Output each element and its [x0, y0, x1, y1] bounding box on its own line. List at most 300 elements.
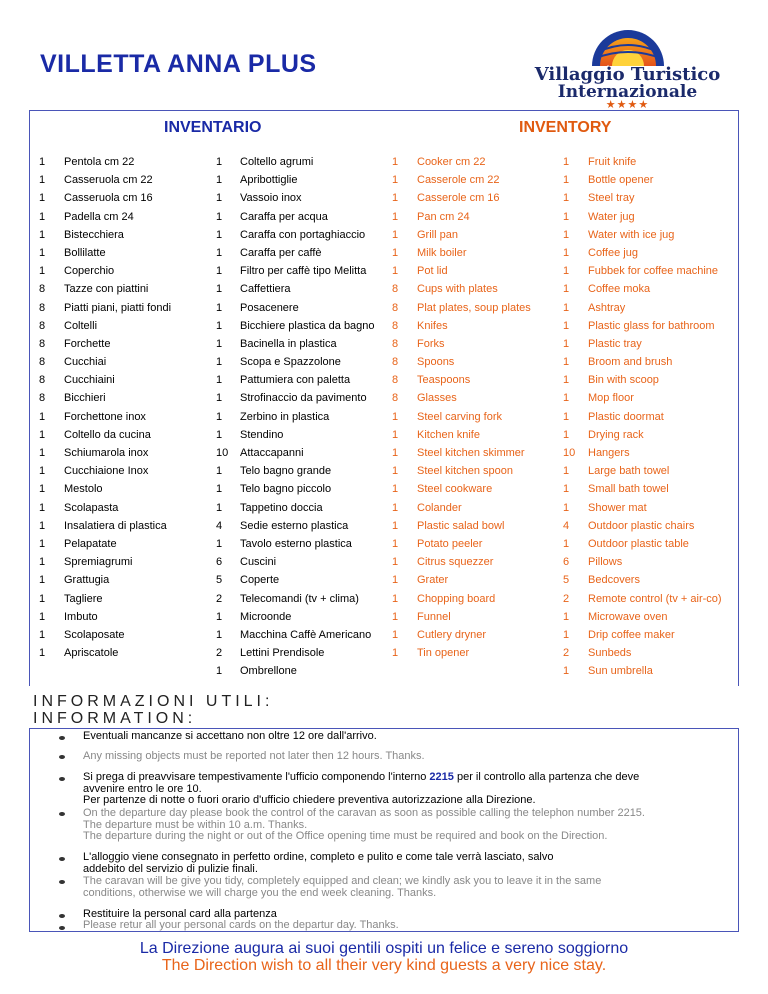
item-quantity: 1	[563, 319, 570, 332]
item-quantity: 8	[392, 283, 399, 296]
item-quantity: 1	[39, 228, 46, 241]
item-name: Pentola cm 22	[64, 156, 135, 168]
item-quantity: 4	[216, 519, 223, 532]
item-quantity: 1	[216, 610, 223, 623]
bullet-icon	[59, 880, 65, 884]
inventory-row	[216, 571, 391, 589]
info-p3-it	[83, 852, 554, 875]
inventory-row	[216, 353, 391, 371]
item-name: Cutlery dryner	[417, 628, 487, 641]
inventory-row	[392, 244, 557, 262]
item-name: Tagliere	[64, 592, 103, 605]
inventory-column-it-2	[216, 153, 391, 680]
item-quantity: 1	[216, 192, 223, 205]
item-name: Spoons	[417, 356, 455, 369]
item-quantity: 6	[216, 556, 223, 569]
inventory-column-en-1	[392, 153, 557, 662]
inventory-row	[216, 608, 391, 626]
item-quantity: 1	[392, 265, 399, 278]
item-quantity: 1	[563, 392, 570, 405]
item-quantity: 1	[392, 447, 399, 459]
item-name: Milk boiler	[417, 246, 467, 259]
inventory-row	[39, 208, 204, 226]
inventory-row	[392, 553, 557, 571]
item-quantity: 1	[216, 210, 223, 223]
inventory-row	[563, 462, 738, 480]
item-name: Microonde	[240, 610, 292, 623]
item-name: Strofinaccio da pavimento	[240, 392, 367, 405]
item-quantity: 4	[563, 519, 570, 532]
inventory-column-it-1	[39, 153, 204, 662]
item-name: Telo bagno grande	[240, 465, 332, 478]
item-name: Outdoor plastic chairs	[588, 519, 695, 532]
inventory-row	[563, 426, 738, 444]
item-name: Grater	[417, 574, 449, 587]
info-p2-en-b: The departure must be within 10 a.m. Thanks.	[83, 818, 308, 831]
item-name: Bollilatte	[64, 246, 106, 259]
item-name: Coffee moka	[588, 283, 651, 296]
item-name: Water jug	[588, 210, 635, 223]
item-name: Kitchen knife	[417, 428, 480, 441]
info-p2-en-a: On the departure day please book the control of the caravan as soon as possible calling the telephon number 2215.	[83, 807, 645, 819]
inventory-row	[563, 317, 738, 335]
item-quantity: 1	[563, 228, 570, 241]
item-name: Spremiagrumi	[64, 556, 133, 569]
item-quantity: 1	[563, 356, 570, 369]
item-quantity: 8	[39, 319, 46, 332]
inventory-row	[563, 208, 738, 226]
item-quantity: 2	[563, 592, 570, 605]
item-name: Bottle opener	[588, 174, 654, 187]
inventory-heading-it: INVENTARIO	[164, 119, 262, 136]
item-quantity: 8	[39, 392, 46, 405]
item-name: Plastic salad bowl	[417, 519, 505, 532]
item-name: Grattugia	[64, 574, 110, 587]
item-name: Broom and brush	[588, 356, 673, 369]
inventory-row	[39, 371, 204, 389]
item-quantity: 5	[216, 574, 223, 587]
item-name: Zerbino in plastica	[240, 410, 330, 423]
inventory-row	[216, 444, 391, 462]
inventory-row	[563, 353, 738, 371]
item-name: Apribottiglie	[240, 174, 298, 187]
item-quantity: 1	[392, 574, 399, 587]
inventory-row	[216, 426, 391, 444]
inventory-row	[216, 317, 391, 335]
info-p3-it-b: addebito del servizio di pulizie finali.	[83, 862, 258, 875]
item-name: Cucchiaini	[64, 374, 115, 387]
item-name: Pillows	[588, 556, 623, 569]
item-name: Macchina Caffè Americano	[240, 628, 372, 641]
item-name: Sunbeds	[588, 647, 632, 660]
info-p2-it	[83, 772, 639, 807]
item-name: Casserole cm 22	[417, 174, 500, 187]
item-quantity: 1	[39, 447, 46, 459]
item-name: Plastic doormat	[588, 410, 664, 423]
item-quantity: 8	[392, 392, 399, 405]
item-name: Insalatiera di plastica	[64, 519, 167, 532]
logo-line1: Villaggio Turistico	[534, 64, 721, 85]
inventory-row	[392, 608, 557, 626]
item-name: Glasses	[417, 392, 457, 405]
item-name: Outdoor plastic table	[588, 537, 689, 550]
info-p2-en	[83, 808, 645, 843]
item-quantity: 1	[216, 246, 223, 259]
item-quantity: 1	[216, 228, 223, 241]
inventory-row	[563, 189, 738, 207]
inventory-row	[392, 280, 557, 298]
item-name: Tavolo esterno plastica	[240, 537, 352, 550]
inventory-row	[563, 644, 738, 662]
item-name: Citrus squezzer	[417, 556, 494, 569]
inventory-row	[39, 389, 204, 407]
inventory-row	[39, 244, 204, 262]
logo-stars: ★★★★	[605, 99, 650, 111]
bullet-icon	[59, 755, 65, 759]
inventory-row	[563, 335, 738, 353]
inventory-row	[39, 262, 204, 280]
inventory-row	[216, 535, 391, 553]
item-name: Fubbek for coffee machine	[588, 265, 719, 278]
item-name: Piatti piani, piatti fondi	[64, 301, 172, 314]
item-quantity: 1	[563, 465, 570, 478]
inventory-row	[216, 389, 391, 407]
item-name: Steel kitchen skimmer	[417, 447, 525, 459]
item-quantity: 1	[563, 192, 570, 205]
inventory-row	[563, 444, 738, 462]
inventory-row	[392, 590, 557, 608]
inventory-row	[563, 571, 738, 589]
item-name: Small bath towel	[588, 483, 669, 496]
item-name: Large bath towel	[588, 465, 670, 478]
inventory-row	[392, 335, 557, 353]
info-p2-it-a: Si prega di preavvisare tempestivamente l'ufficio componendo l'interno	[83, 771, 430, 783]
item-quantity: 1	[392, 628, 399, 641]
inventory-row	[392, 189, 557, 207]
item-name: Shower mat	[588, 501, 647, 514]
info-p2-en-c: The departure during the night or out of the Office opening time must be required and book on the Direction.	[83, 830, 608, 842]
item-name: Caraffa per acqua	[240, 210, 328, 223]
item-name: Steel carving fork	[417, 410, 502, 423]
item-name: Caraffa con portaghiaccio	[240, 228, 366, 241]
bullet-icon	[59, 926, 65, 930]
item-quantity: 1	[216, 356, 223, 369]
item-name: Bistecchiera	[64, 228, 124, 241]
item-quantity: 1	[39, 428, 46, 441]
item-name: Potato peeler	[417, 537, 483, 550]
item-name: Imbuto	[64, 610, 98, 623]
item-quantity: 1	[563, 665, 570, 678]
item-quantity: 1	[39, 483, 46, 496]
inventory-row	[216, 371, 391, 389]
inventory-row	[39, 480, 204, 498]
info-p3-it-a: L'alloggio viene consegnato in perfetto ordine, completo e pulito e come tale verrà lasciato, salvo	[83, 851, 554, 863]
item-quantity: 8	[39, 337, 46, 350]
item-quantity: 1	[39, 519, 46, 532]
item-name: Plat plates, soup plates	[417, 301, 531, 314]
inventory-row	[216, 335, 391, 353]
inventory-row	[216, 408, 391, 426]
item-quantity: 1	[39, 647, 46, 660]
inventory-row	[563, 171, 738, 189]
item-quantity: 1	[392, 246, 399, 259]
item-name: Pan cm 24	[417, 210, 470, 223]
item-name: Bacinella in plastica	[240, 337, 337, 350]
inventory-row	[392, 499, 557, 517]
inventory-row	[216, 590, 391, 608]
info-p2-it-d: Per partenze di notte o fuori orario d'ufficio chiedere preventiva autorizzazione alla Direzione.	[83, 794, 536, 806]
item-quantity: 1	[216, 156, 223, 168]
item-name: Fruit knife	[588, 156, 637, 168]
item-name: Coltelli	[64, 319, 98, 332]
item-quantity: 8	[39, 356, 46, 369]
item-name: Cooker cm 22	[417, 156, 486, 168]
item-quantity: 1	[392, 228, 399, 241]
item-quantity: 1	[39, 210, 46, 223]
item-quantity: 1	[563, 210, 570, 223]
item-quantity: 8	[392, 337, 399, 350]
inventory-row	[392, 408, 557, 426]
inventory-row	[39, 644, 204, 662]
item-quantity: 8	[39, 374, 46, 387]
inventory-row	[39, 608, 204, 626]
info-p1-it: Eventuali mancanze si accettano non oltre 12 ore dall'arrivo.	[83, 730, 377, 742]
inventory-row	[216, 299, 391, 317]
item-quantity: 1	[39, 265, 46, 278]
inventory-row	[216, 280, 391, 298]
item-name: Ombrellone	[240, 665, 297, 678]
item-name: Scopa e Spazzolone	[240, 356, 341, 369]
inventory-row	[563, 389, 738, 407]
item-name: Schiumarola inox	[64, 447, 149, 459]
item-quantity: 1	[216, 665, 223, 678]
logo-line2: Internazionale	[557, 82, 698, 102]
item-name: Forchette	[64, 337, 111, 350]
inventory-row	[216, 644, 391, 662]
inventory-row	[39, 444, 204, 462]
bullet-icon	[59, 777, 65, 781]
inventory-row	[563, 262, 738, 280]
item-quantity: 1	[563, 174, 570, 187]
inventory-row	[392, 153, 557, 171]
item-quantity: 1	[563, 628, 570, 641]
footer-greeting-it: La Direzione augura ai suoi gentili ospiti un felice e sereno soggiorno	[139, 940, 629, 957]
item-name: Pattumiera con paletta	[240, 374, 351, 387]
inventory-row	[216, 553, 391, 571]
item-quantity: 1	[39, 556, 46, 569]
inventory-row	[39, 499, 204, 517]
bullet-icon	[59, 857, 65, 861]
item-quantity: 1	[216, 501, 223, 514]
item-name: Mestolo	[64, 483, 103, 496]
inventory-row	[39, 299, 204, 317]
inventory-row	[39, 571, 204, 589]
inventory-row	[216, 662, 391, 680]
inventory-row	[563, 408, 738, 426]
item-quantity: 1	[216, 410, 223, 423]
item-name: Scolapasta	[64, 501, 119, 514]
inventory-row	[563, 480, 738, 498]
item-quantity: 6	[563, 556, 570, 569]
item-quantity: 1	[563, 428, 570, 441]
inventory-row	[563, 553, 738, 571]
inventory-row	[39, 426, 204, 444]
item-name: Cuscini	[240, 556, 277, 569]
inventory-row	[563, 626, 738, 644]
inventory-row	[216, 499, 391, 517]
item-quantity: 1	[39, 592, 46, 605]
inventory-row	[39, 462, 204, 480]
inventory-row	[39, 590, 204, 608]
inventory-row	[392, 371, 557, 389]
inventory-row	[392, 426, 557, 444]
inventory-row	[392, 171, 557, 189]
item-quantity: 8	[392, 356, 399, 369]
item-name: Pelapatate	[64, 537, 117, 550]
item-quantity: 1	[216, 374, 223, 387]
item-quantity: 1	[392, 174, 399, 187]
page-title: VILLETTA ANNA PLUS	[40, 50, 317, 78]
inventory-row	[563, 280, 738, 298]
item-name: Coltello agrumi	[240, 156, 314, 168]
inventory-row	[392, 262, 557, 280]
item-name: Lettini Prendisole	[240, 647, 325, 660]
item-quantity: 1	[392, 428, 399, 441]
item-name: Bicchiere plastica da bagno	[240, 319, 375, 332]
item-quantity: 1	[216, 337, 223, 350]
item-name: Coperchio	[64, 265, 115, 278]
inventory-heading-en: INVENTORY	[519, 119, 612, 136]
item-name: Cups with plates	[417, 283, 498, 296]
item-quantity: 1	[392, 501, 399, 514]
item-name: Steel cookware	[417, 483, 493, 496]
item-name: Sedie esterno plastica	[240, 519, 349, 532]
inventory-row	[563, 499, 738, 517]
item-quantity: 1	[563, 537, 570, 550]
item-quantity: 1	[392, 556, 399, 569]
item-quantity: 1	[216, 265, 223, 278]
item-name: Grill pan	[417, 228, 458, 241]
info-title-it: INFORMAZIONI UTILI:	[33, 693, 274, 710]
item-name: Forchettone inox	[64, 410, 146, 423]
item-quantity: 1	[392, 592, 399, 605]
item-quantity: 1	[39, 610, 46, 623]
village-logo	[520, 28, 735, 111]
item-quantity: 1	[39, 501, 46, 514]
item-quantity: 8	[392, 319, 399, 332]
item-quantity: 1	[392, 465, 399, 478]
inventory-row	[216, 244, 391, 262]
item-quantity: 1	[39, 192, 46, 205]
inventory-row	[216, 262, 391, 280]
item-name: Coffee jug	[588, 246, 638, 259]
item-quantity: 1	[39, 156, 46, 168]
item-name: Drying rack	[588, 428, 644, 441]
item-name: Posacenere	[240, 301, 299, 314]
item-name: Steel kitchen spoon	[417, 465, 514, 478]
inventory-row	[39, 535, 204, 553]
item-quantity: 1	[216, 392, 223, 405]
item-name: Telecomandi (tv + clima)	[240, 592, 359, 605]
item-quantity: 1	[563, 410, 570, 423]
inventory-row	[216, 517, 391, 535]
inventory-row	[39, 517, 204, 535]
inventory-row	[39, 553, 204, 571]
item-quantity: 1	[392, 483, 399, 496]
item-name: Teaspoons	[417, 374, 471, 387]
bullet-icon	[59, 736, 65, 740]
footer-greeting-en: The Direction wish to all their very kind guests a very nice stay.	[161, 957, 607, 974]
item-quantity: 2	[563, 647, 570, 660]
item-quantity: 2	[216, 647, 223, 660]
item-quantity: 1	[563, 337, 570, 350]
item-name: Casserole cm 16	[417, 192, 500, 205]
item-quantity: 2	[216, 592, 223, 605]
item-name: Ashtray	[588, 301, 626, 314]
inventory-row	[39, 153, 204, 171]
inventory-row	[563, 226, 738, 244]
inventory-row	[563, 590, 738, 608]
item-quantity: 1	[392, 647, 399, 660]
inventory-row	[392, 571, 557, 589]
item-quantity: 1	[39, 410, 46, 423]
item-quantity: 1	[216, 428, 223, 441]
inventory-row	[216, 480, 391, 498]
item-name: Tazze con piattini	[64, 283, 149, 296]
inventory-row	[39, 335, 204, 353]
item-name: Water with ice jug	[588, 228, 675, 241]
item-quantity: 1	[563, 501, 570, 514]
info-p2-it-c: avvenire entro le ore 10.	[83, 782, 202, 795]
info-title-en: INFORMATION:	[33, 710, 197, 727]
item-quantity: 1	[39, 574, 46, 587]
inventory-row	[216, 626, 391, 644]
inventory-row	[563, 153, 738, 171]
item-quantity: 1	[392, 410, 399, 423]
inventory-row	[563, 299, 738, 317]
inventory-column-en-2	[563, 153, 738, 680]
item-name: Telo bagno piccolo	[240, 483, 332, 496]
item-name: Caraffa per caffè	[240, 246, 322, 259]
item-quantity: 8	[39, 283, 46, 296]
item-name: Remote control (tv + air-co)	[588, 592, 722, 605]
item-quantity: 1	[392, 610, 399, 623]
office-extension-number: 2215	[429, 771, 454, 783]
inventory-row	[392, 208, 557, 226]
info-p4-en: Please retur all your personal cards on the departur day. Thanks.	[83, 919, 399, 931]
item-quantity: 1	[216, 537, 223, 550]
item-quantity: 1	[392, 537, 399, 550]
inventory-row	[563, 371, 738, 389]
item-name: Caffettiera	[240, 283, 291, 296]
item-quantity: 1	[563, 374, 570, 387]
item-name: Forks	[417, 337, 445, 350]
item-name: Knifes	[417, 319, 448, 332]
item-name: Attaccapanni	[240, 447, 304, 459]
inventory-row	[39, 353, 204, 371]
item-name: Bicchieri	[64, 392, 106, 405]
item-name: Cucchiaione Inox	[64, 465, 149, 478]
item-name: Filtro per caffè tipo Melitta	[240, 265, 367, 278]
item-quantity: 5	[563, 574, 570, 587]
item-name: Plastic glass for bathroom	[588, 319, 715, 332]
info-p2-it-b: per il controllo alla partenza che deve	[453, 771, 640, 783]
item-quantity: 1	[39, 537, 46, 550]
item-name: Drip coffee maker	[588, 628, 675, 641]
item-quantity: 1	[392, 519, 399, 532]
item-name: Plastic tray	[588, 337, 642, 350]
inventory-row	[216, 171, 391, 189]
